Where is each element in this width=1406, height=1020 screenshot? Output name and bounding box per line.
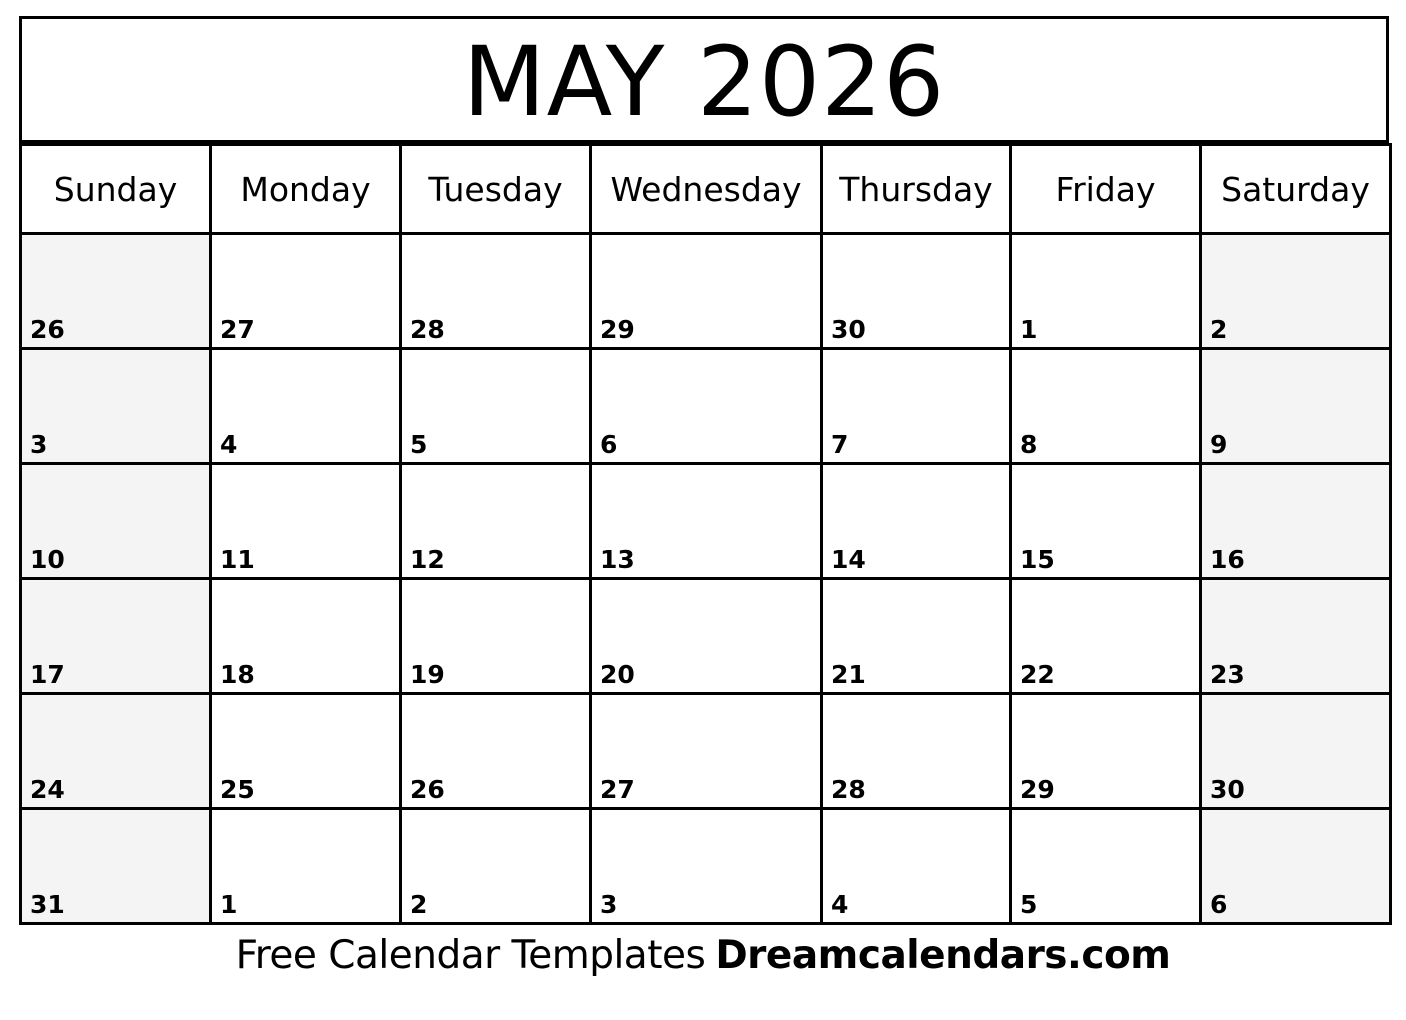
day-cell — [401, 464, 591, 579]
day-number: 31 — [30, 890, 65, 919]
day-cell — [211, 579, 401, 694]
day-cell — [21, 234, 211, 349]
day-number: 5 — [410, 430, 428, 459]
day-number: 30 — [1210, 775, 1245, 804]
day-cell — [401, 234, 591, 349]
day-number: 26 — [410, 775, 445, 804]
day-cell — [822, 464, 1011, 579]
weekday-header-row — [21, 145, 1391, 234]
day-cell — [1011, 464, 1201, 579]
day-number: 20 — [600, 660, 635, 689]
day-cell — [211, 464, 401, 579]
day-cell — [591, 694, 822, 809]
day-cell — [822, 809, 1011, 924]
day-cell — [401, 349, 591, 464]
day-cell — [401, 809, 591, 924]
day-number: 18 — [220, 660, 255, 689]
day-cell — [21, 809, 211, 924]
day-cell — [822, 234, 1011, 349]
day-number: 23 — [1210, 660, 1245, 689]
day-cell — [1201, 694, 1391, 809]
week-row — [21, 234, 1391, 349]
day-cell — [211, 349, 401, 464]
day-cell — [822, 579, 1011, 694]
week-row — [21, 809, 1391, 924]
day-cell — [21, 694, 211, 809]
footer-label: Free Calendar Templates — [235, 933, 706, 978]
day-cell — [591, 234, 822, 349]
day-cell — [591, 809, 822, 924]
day-number: 6 — [1210, 890, 1228, 919]
weekday-header-saturday: Saturday — [1201, 145, 1391, 234]
day-number: 21 — [831, 660, 866, 689]
day-number: 29 — [1020, 775, 1055, 804]
weekday-header-wednesday: Wednesday — [591, 145, 822, 234]
day-number: 10 — [30, 545, 65, 574]
day-number: 13 — [600, 545, 635, 574]
day-cell — [1201, 579, 1391, 694]
weekday-header-friday: Friday — [1011, 145, 1201, 234]
day-number: 11 — [220, 545, 255, 574]
footer-brand-link[interactable]: Dreamcalendars.com — [715, 933, 1171, 978]
day-cell — [1201, 349, 1391, 464]
day-cell — [591, 349, 822, 464]
day-number: 22 — [1020, 660, 1055, 689]
day-cell — [1011, 694, 1201, 809]
day-number: 3 — [30, 430, 48, 459]
calendar-title: MAY 2026 — [462, 25, 946, 138]
day-cell — [591, 579, 822, 694]
day-number: 2 — [1210, 315, 1228, 344]
day-number: 30 — [831, 315, 866, 344]
day-number: 6 — [600, 430, 618, 459]
week-row — [21, 694, 1391, 809]
calendar-grid — [19, 143, 1392, 925]
day-number: 29 — [600, 315, 635, 344]
day-number: 27 — [600, 775, 635, 804]
day-number: 26 — [30, 315, 65, 344]
day-number: 9 — [1210, 430, 1228, 459]
day-number: 19 — [410, 660, 445, 689]
day-cell — [1011, 579, 1201, 694]
day-number: 24 — [30, 775, 65, 804]
day-cell — [21, 579, 211, 694]
day-cell — [1201, 809, 1391, 924]
day-cell — [1201, 464, 1391, 579]
day-number: 25 — [220, 775, 255, 804]
day-number: 15 — [1020, 545, 1055, 574]
day-number: 28 — [410, 315, 445, 344]
day-number: 7 — [831, 430, 849, 459]
day-cell — [401, 694, 591, 809]
day-number: 3 — [600, 890, 618, 919]
day-number: 12 — [410, 545, 445, 574]
day-number: 17 — [30, 660, 65, 689]
day-number: 5 — [1020, 890, 1038, 919]
day-cell — [21, 464, 211, 579]
day-number: 28 — [831, 775, 866, 804]
day-cell — [211, 809, 401, 924]
day-cell — [1011, 349, 1201, 464]
day-cell — [1201, 234, 1391, 349]
weekday-header-thursday: Thursday — [822, 145, 1011, 234]
day-number: 1 — [220, 890, 238, 919]
day-cell — [211, 234, 401, 349]
footer — [0, 933, 1406, 978]
day-cell — [1011, 234, 1201, 349]
week-row — [21, 464, 1391, 579]
day-cell — [401, 579, 591, 694]
weekday-header-tuesday: Tuesday — [401, 145, 591, 234]
day-number: 27 — [220, 315, 255, 344]
week-row — [21, 349, 1391, 464]
day-number: 2 — [410, 890, 428, 919]
day-number: 8 — [1020, 430, 1038, 459]
calendar-title-box — [19, 16, 1389, 143]
day-cell — [21, 349, 211, 464]
day-cell — [822, 349, 1011, 464]
day-number: 14 — [831, 545, 866, 574]
day-number: 1 — [1020, 315, 1038, 344]
day-number: 4 — [831, 890, 849, 919]
weekday-header-monday: Monday — [211, 145, 401, 234]
day-number: 16 — [1210, 545, 1245, 574]
weekday-header-sunday: Sunday — [21, 145, 211, 234]
day-cell — [591, 464, 822, 579]
week-row — [21, 579, 1391, 694]
day-number: 4 — [220, 430, 238, 459]
day-cell — [211, 694, 401, 809]
day-cell — [822, 694, 1011, 809]
day-cell — [1011, 809, 1201, 924]
